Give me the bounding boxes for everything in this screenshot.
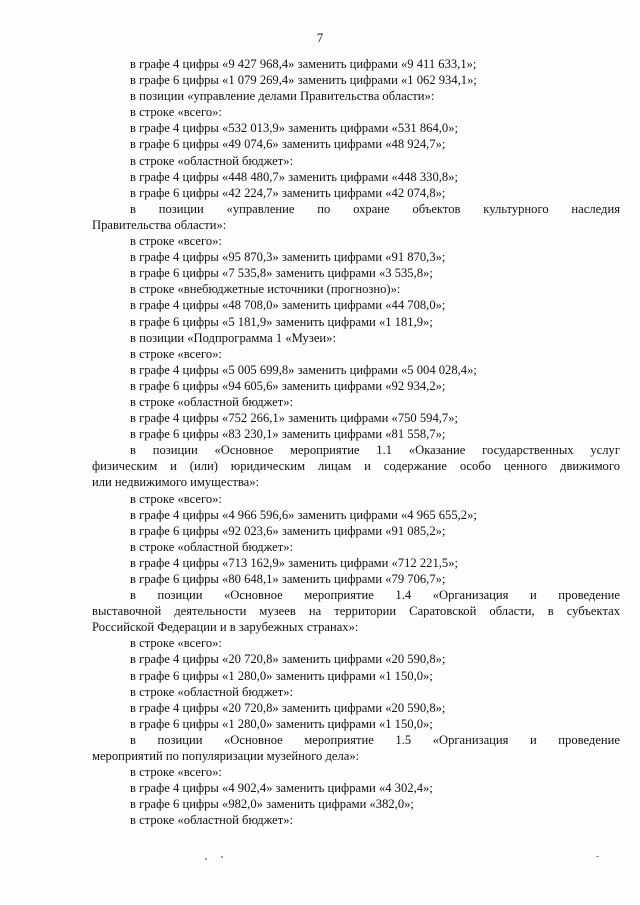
text-line: в графе 6 цифры «982,0» заменить цифрами «382,0»; <box>130 797 414 812</box>
text-line: в графе 6 цифры «42 224,7» заменить цифрами «42 074,8»; <box>130 185 446 200</box>
text-line: в строке «всего»: <box>130 105 222 120</box>
text-line: в строке «областной бюджет»: <box>130 539 294 554</box>
text-line: физическим и (или) юридическим лицам и содержание особо ценного движимого <box>92 459 620 474</box>
text-line: в графе 6 цифры «80 648,1» заменить цифрами «79 706,7»; <box>130 572 446 586</box>
text-line: в позиции «управление делами Правительства области»: <box>130 89 435 104</box>
text-line: выставочной деятельности музеев на территории Саратовской области, в субъектах <box>92 604 620 619</box>
text-line: в позиции «Основное мероприятие 1.5 «Организация и проведение <box>130 732 620 747</box>
text-line: в графе 4 цифры «20 720,8» заменить цифрами «20 590,8»; <box>130 652 446 667</box>
text-line: в строке «всего»: <box>130 765 222 780</box>
text-line: в графе 4 цифры «95 870,3» заменить цифрами «91 870,3»; <box>130 250 446 265</box>
text-line: в графе 4 цифры «448 480,7» заменить цифрами «448 330,8»; <box>130 169 459 184</box>
text-line: или недвижимого имущества»: <box>92 475 260 490</box>
text-line: Правительства области»: <box>92 217 227 232</box>
text-line: в графе 6 цифры «1 079 269,4» заменить цифрами «1 062 934,1»; <box>130 73 477 88</box>
text-line: в графе 6 цифры «94 605,6» заменить цифрами «92 934,2»; <box>130 378 446 393</box>
text-line: мероприятий по популяризации музейного дела»: <box>92 749 360 764</box>
text-line: в строке «внебюджетные источники (прогнозно)»: <box>130 282 401 297</box>
text-line: в графе 6 цифры «1 280,0» заменить цифрами «1 150,0»; <box>130 716 433 731</box>
text-line: в графе 6 цифры «49 074,6» заменить цифрами «48 924,7»; <box>130 137 446 152</box>
text-line: в графе 6 цифры «7 535,8» заменить цифрами «3 535,8»; <box>130 266 433 281</box>
text-line: в графе 6 цифры «83 230,1» заменить цифрами «81 558,7»; <box>130 427 446 442</box>
text-line: в графе 6 цифры «5 181,9» заменить цифрами «1 181,9»; <box>130 314 433 329</box>
text-line: в графе 4 цифры «4 902,4» заменить цифрами «4 302,4»; <box>130 781 433 796</box>
text-line: в строке «областной бюджет»: <box>130 813 294 828</box>
text-line: в строке «всего»: <box>130 491 222 506</box>
page-number: 7 <box>316 30 324 45</box>
text-line: в графе 4 цифры «4 966 596,6» заменить цифрами «4 965 655,2»; <box>130 507 477 522</box>
text-line: в строке «всего»: <box>130 346 222 361</box>
text-line: Российской Федерации и в зарубежных странах»: <box>92 620 359 635</box>
text-line: в графе 6 цифры «92 023,6» заменить цифрами «91 085,2»; <box>130 523 446 538</box>
text-line: в графе 4 цифры «713 162,9» заменить цифрами «712 221,5»; <box>130 555 459 570</box>
text-line: в графе 4 цифры «20 720,8» заменить цифрами «20 590,8»; <box>130 700 446 715</box>
text-line: в позиции «Подпрограмма 1 «Музеи»: <box>130 330 336 345</box>
text-line: в графе 4 цифры «5 005 699,8» заменить цифрами «5 004 028,4»; <box>130 362 477 377</box>
text-line: в графе 4 цифры «752 266,1» заменить цифрами «750 594,7»; <box>130 411 459 426</box>
text-line: в графе 6 цифры «1 280,0» заменить цифрами «1 150,0»; <box>130 668 433 683</box>
text-line: в строке «всего»: <box>130 636 222 651</box>
text-line: в строке «областной бюджет»: <box>130 684 294 699</box>
text-line: в позиции «Основное мероприятие 1.4 «Организация и проведение <box>130 588 620 603</box>
text-line: в графе 4 цифры «532 013,9» заменить цифрами «531 864,0»; <box>130 121 459 136</box>
text-line: в строке «всего»: <box>130 234 222 249</box>
text-line: в графе 4 цифры «48 708,0» заменить цифрами «44 708,0»; <box>130 298 446 313</box>
text-line: в позиции «Основное мероприятие 1.1 «Оказание государственных услуг <box>130 443 620 458</box>
text-line: в позиции «управление по охране объектов культурного наследия <box>130 201 620 216</box>
scan-speck <box>596 856 599 857</box>
scan-speck <box>205 858 207 860</box>
document-body <box>92 56 620 829</box>
text-line: в графе 4 цифры «9 427 968,4» заменить цифрами «9 411 633,1»; <box>130 57 477 71</box>
text-line: в строке «областной бюджет»: <box>130 153 294 168</box>
scan-speck <box>221 856 223 858</box>
text-line: в строке «областной бюджет»: <box>130 394 294 409</box>
